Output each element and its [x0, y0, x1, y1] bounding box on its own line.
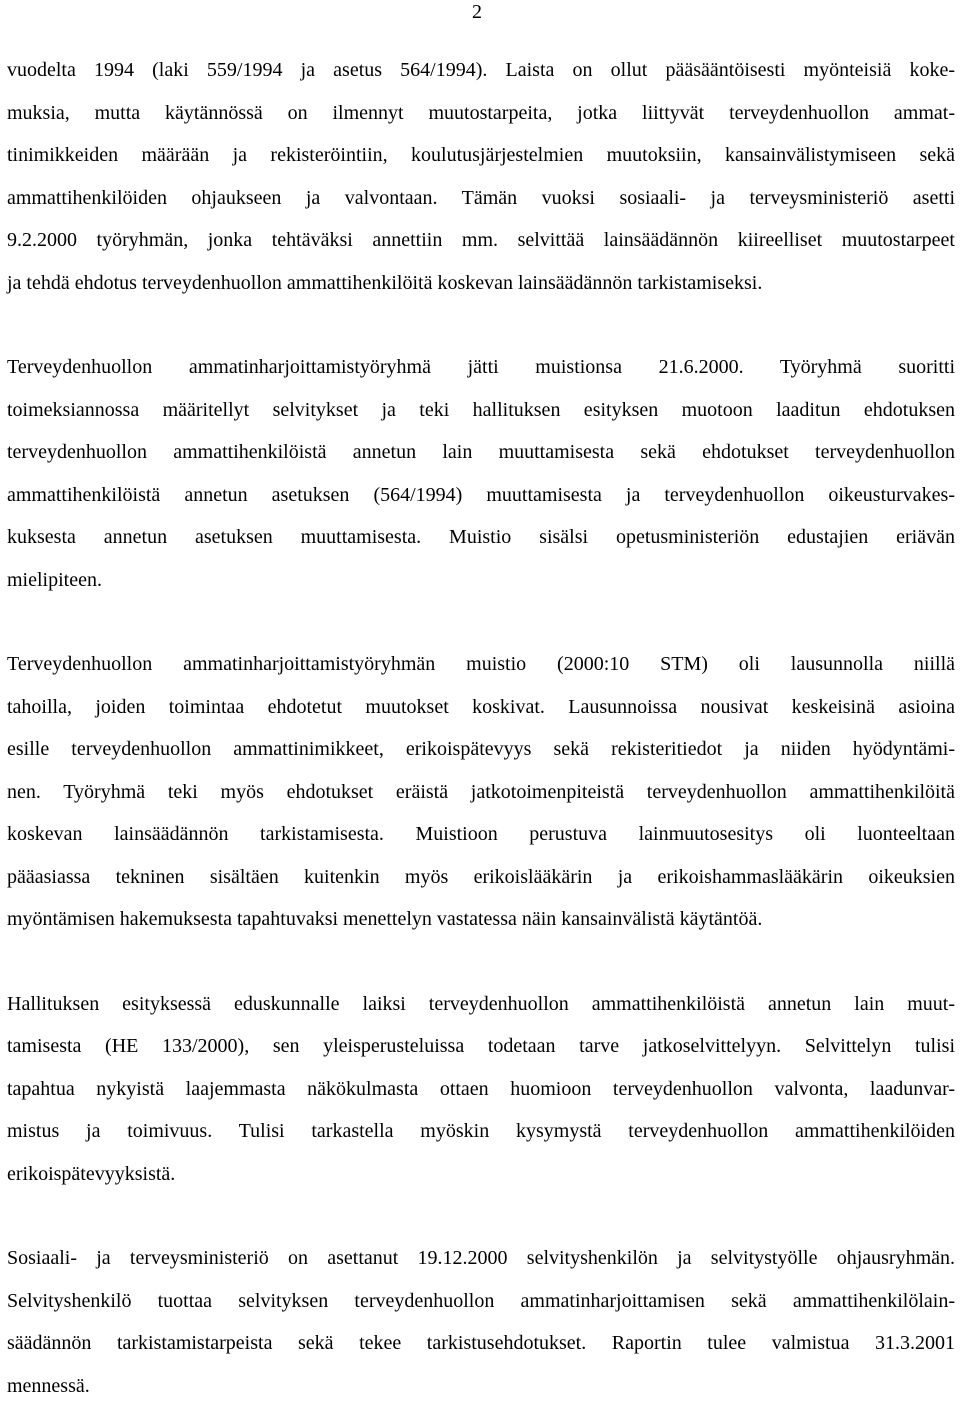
text-line: toimeksiannossa määritellyt selvitykset ja teki hallituksen esityksen muotoon laaditun ehdotuksen — [7, 389, 955, 432]
text-line: tinimikkeiden määrään ja rekisteröintiin, koulutusjärjestelmien muutoksiin, kansainvälistymiseen sekä — [7, 134, 955, 177]
text-line: tamisesta (HE 133/2000), sen yleisperusteluissa todetaan tarve jatkoselvittelyyn. Selvittelyn tulisi — [7, 1025, 955, 1068]
text-line: esille terveydenhuollon ammattinimikkeet, erikoispätevyys sekä rekisteritiedot ja niiden hyödyntämi- — [7, 728, 955, 771]
text-line: Terveydenhuollon ammatinharjoittamistyöryhmä jätti muistionsa 21.6.2000. Työryhmä suoritti — [7, 346, 955, 389]
text-line: tahoilla, joiden toimintaa ehdotetut muutokset koskivat. Lausunnoissa nousivat keskeisinä asioina — [7, 686, 955, 729]
text-line: tapahtua nykyistä laajemmasta näkökulmasta ottaen huomioon terveydenhuollon valvonta, laadunvar- — [7, 1068, 955, 1111]
text-line: erikoispätevyyksistä. — [7, 1153, 955, 1196]
text-line: Terveydenhuollon ammatinharjoittamistyöryhmän muistio (2000:10 STM) oli lausunnolla niillä — [7, 643, 955, 686]
text-line: ammattihenkilöistä annetun asetuksen (564/1994) muuttamisesta ja terveydenhuollon oikeusturvakes- — [7, 474, 955, 517]
text-line: Hallituksen esityksessä eduskunnalle laiksi terveydenhuollon ammattihenkilöistä annetun lain muut- — [7, 983, 955, 1026]
paragraph-2 — [7, 346, 955, 601]
document-body — [7, 49, 955, 1407]
text-line: mistus ja toimivuus. Tulisi tarkastella myöskin kysymystä terveydenhuollon ammattihenkilöiden — [7, 1110, 955, 1153]
text-line: koskevan lainsäädännön tarkistamisesta. Muistioon perustuva lainmuutosesitys oli luonteeltaan — [7, 813, 955, 856]
page-number: 2 — [472, 0, 482, 24]
text-line: mielipiteen. — [7, 559, 955, 602]
text-line: ja tehdä ehdotus terveydenhuollon ammattihenkilöitä koskevan lainsäädännön tarkistamiseksi. — [7, 262, 955, 305]
text-line: muksia, mutta käytännössä on ilmennyt muutostarpeita, jotka liittyvät terveydenhuollon ammat- — [7, 92, 955, 135]
paragraph-5 — [7, 1237, 955, 1407]
text-line: Sosiaali- ja terveysministeriö on asettanut 19.12.2000 selvityshenkilön ja selvitystyölle ohjausryhmän. — [7, 1237, 955, 1280]
text-line: pääasiassa tekninen sisältäen kuitenkin myös erikoislääkärin ja erikoishammaslääkärin oikeuksien — [7, 856, 955, 899]
text-line: mennessä. — [7, 1365, 955, 1407]
text-line: vuodelta 1994 (laki 559/1994 ja asetus 564/1994). Laista on ollut pääsääntöisesti myönteisiä koke- — [7, 49, 955, 92]
text-line: 9.2.2000 työryhmän, jonka tehtäväksi annettiin mm. selvittää lainsäädännön kiireelliset muutostarpeet — [7, 219, 955, 262]
text-line: ammattihenkilöiden ohjaukseen ja valvontaan. Tämän vuoksi sosiaali- ja terveysministeriö asetti — [7, 177, 955, 220]
text-line: myöntämisen hakemuksesta tapahtuvaksi menettelyn vastatessa näin kansainvälistä käytäntöä. — [7, 898, 955, 941]
paragraph-1 — [7, 49, 955, 304]
text-line: Selvityshenkilö tuottaa selvityksen terveydenhuollon ammatinharjoittamisen sekä ammattihenkilölain- — [7, 1280, 955, 1323]
text-line: nen. Työryhmä teki myös ehdotukset eräistä jatkotoimenpiteistä terveydenhuollon ammattihenkilöitä — [7, 771, 955, 814]
text-line: säädännön tarkistamistarpeista sekä tekee tarkistusehdotukset. Raportin tulee valmistua 31.3.2001 — [7, 1322, 955, 1365]
paragraph-4 — [7, 983, 955, 1196]
text-line: terveydenhuollon ammattihenkilöistä annetun lain muuttamisesta sekä ehdotukset terveydenhuollon — [7, 431, 955, 474]
text-line: kuksesta annetun asetuksen muuttamisesta. Muistio sisälsi opetusministeriön edustajien eriävän — [7, 516, 955, 559]
paragraph-3 — [7, 643, 955, 941]
